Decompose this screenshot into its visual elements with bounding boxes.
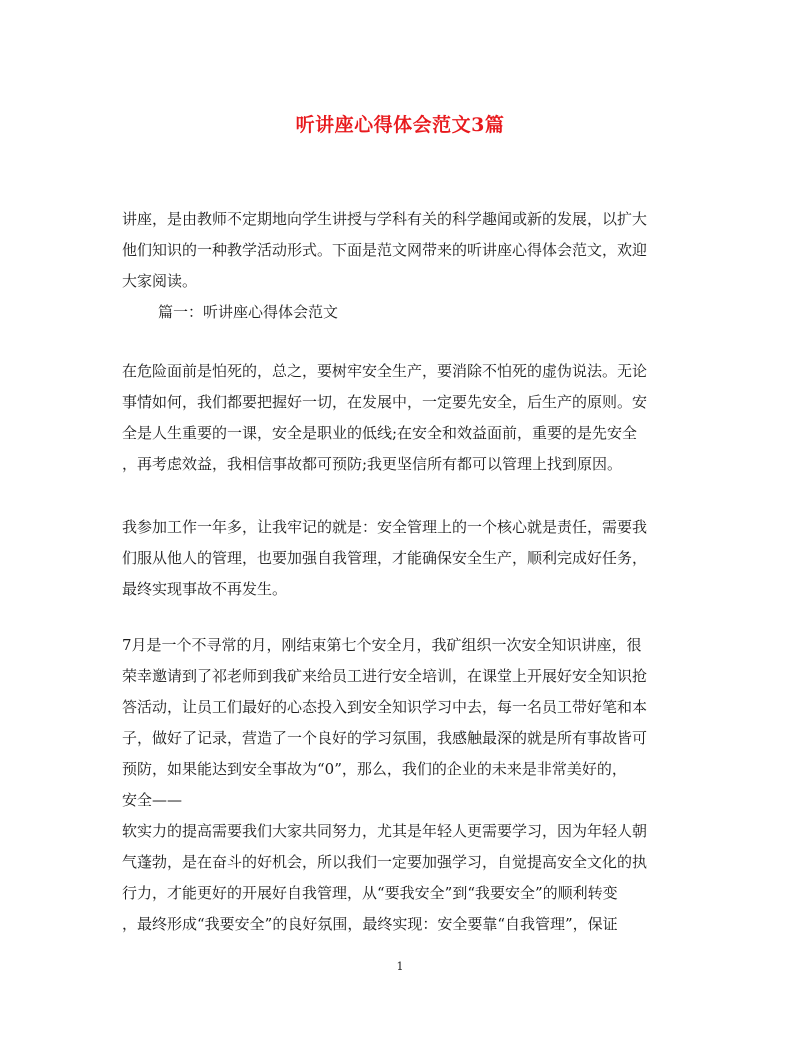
text-line: 子，做好了记录，营造了一个良好的学习氛围，我感触最深的就是所有事故皆可 [122,729,648,747]
text-line: 全是人生重要的一课，安全是职业的低线;在安全和效益面前，重要的是先安全 [122,424,638,442]
text-line: 荣幸邀请到了祁老师到我矿来给员工进行安全培训，在课堂上开展好安全知识抢 [122,667,648,685]
text-line: 讲座，是由教师不定期地向学生讲授与学科有关的科学趣闻或新的发展，以扩大 [122,210,648,228]
page-number: 1 [396,960,404,973]
paragraph-3 [122,630,682,816]
text-line: 安全—— [122,791,183,809]
paragraph-2 [122,512,682,605]
text-line: 事情如何，我们都要把握好一切，在发展中，一定要先安全，后生产的原则。安 [122,393,648,411]
paragraph-4 [122,816,682,940]
text-line: 行力，才能更好的开展好自我管理，从“要我安全”到“我要安全”的顺利转变 [122,884,618,902]
text-line: ，再考虑效益，我相信事故都可预防;我更坚信所有都可以管理上找到原因。 [122,455,623,473]
text-line: 软实力的提高需要我们大家共同努力，尤其是年轻人更需要学习，因为年轻人朝 [122,822,648,840]
text-line: 答活动，让员工们最好的心态投入到安全知识学习中去，每一名员工带好笔和本 [122,698,648,716]
section-heading: 篇一：听讲座心得体会范文 [158,303,339,321]
document-title: 听讲座心得体会范文3篇 [295,114,505,136]
text-line: 7月是一个不寻常的月，刚结束第七个安全月，我矿组织一次安全知识讲座，很 [122,636,642,654]
text-line: 在危险面前是怕死的，总之，要树牢安全生产，要消除不怕死的虚伪说法。无论 [122,362,648,380]
text-line: 我参加工作一年多，让我牢记的就是：安全管理上的一个核心就是责任，需要我 [122,518,648,536]
text-line: 他们知识的一种教学活动形式。下面是范文网带来的听讲座心得体会范文，欢迎 [122,241,648,259]
text-line: 最终实现事故不再发生。 [122,580,288,598]
text-line: ，最终形成“我要安全”的良好氛围，最终实现：安全要靠“自我管理”，保证 [122,915,618,933]
text-line: 们服从他人的管理，也要加强自我管理，才能确保安全生产，顺利完成好任务， [122,549,648,567]
text-line: 预防，如果能达到安全事故为“0”，那么，我们的企业的未来是非常美好的， [122,760,627,778]
text-line: 大家阅读。 [122,272,198,290]
text-line: 气蓬勃，是在奋斗的好机会，所以我们一定要加强学习，自觉提高安全文化的执 [122,853,648,871]
paragraph-1 [122,356,682,480]
intro-paragraph [122,204,682,328]
